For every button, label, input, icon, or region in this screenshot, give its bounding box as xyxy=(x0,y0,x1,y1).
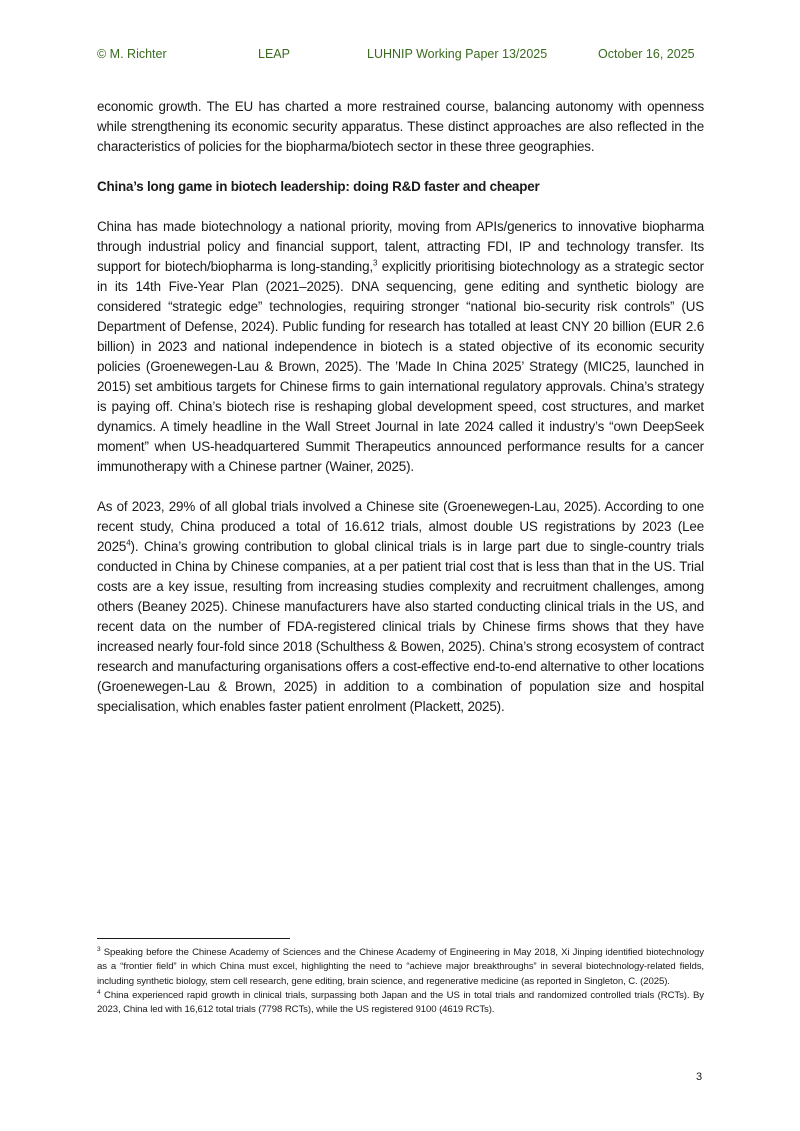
footnote-4 xyxy=(97,989,704,1018)
paragraph-text: explicitly prioritising biotechnology as a strategic sector in its 14th Five-Year Plan (2021–2025). DNA sequencing, gene editing and synthetic biology are considered “strategic edge” technologies, requiring stronger “national bio-security risk controls” (US Department of Defense, 2024). Public funding for research has totalled at least CNY 20 billion (EUR 2.6 billion) in 2023 and national independence in biotech is a stated objective of its economic security policies (Groenewegen-Lau & Brown, 2025). The ’Made In China 2025’ Strategy (MIC25, launched in 2015) set ambitious targets for Chinese firms to gain international regulatory approvals. China’s strategy is paying off. China’s biotech rise is reshaping global development speed, cost structures, and market dynamics. A timely headline in the Wall Street Journal in late 2024 called it industry’s “own DeepSeek moment” when US-headquartered Summit Therapeutics announced performance results for a cancer immunotherapy with a Chinese partner (Wainer, 2025). xyxy=(97,259,704,474)
footnote-text: Speaking before the Chinese Academy of Sciences and the Chinese Academy of Engineering in May 2018, Xi Jinping identified biotechnology as a “frontier field” in which China must excel, highlighting the need to “achieve major breakthroughs” in several biotechnology-related fields, including synthetic biology, stem cell research, gene editing, brain science, and regenerative medicine (as reported in Singleton, C. (2025). xyxy=(97,947,704,987)
footnote-ref-3[interactable]: 3 xyxy=(372,258,378,268)
footnote-ref-4[interactable]: 4 xyxy=(126,538,131,548)
footnote-text: China experienced rapid growth in clinical trials, surpassing both Japan and the US in total trials and randomized controlled trials (RCTs). By 2023, China led with 16,612 total trials (7798 RCTs), while the US registered 9100 (4619 RCTs). xyxy=(97,989,704,1016)
paragraph-china-priority xyxy=(97,217,704,477)
page-number: 3 xyxy=(696,1071,703,1083)
paragraph-text: As of 2023, 29% of all global trials involved a Chinese site (Groenewegen-Lau, 2025). According to one recent study, China produced a total of 16.612 trials, almost double US registrations by 2023 (Lee 2025 xyxy=(97,499,704,554)
footnote-3 xyxy=(97,946,704,989)
intro-paragraph: economic growth. The EU has charted a more restrained course, balancing autonomy with openness while strengthening its economic security apparatus. These distinct approaches are also reflected in the characteristics of policies for the biopharma/biotech sector in these three geographies. xyxy=(97,99,704,154)
main-content xyxy=(97,97,704,717)
footnote-number: 4 xyxy=(97,988,101,996)
section-heading: China’s long game in biotech leadership: doing R&D faster and cheaper xyxy=(97,179,540,194)
footnote-number: 3 xyxy=(97,945,101,953)
running-header xyxy=(0,47,800,65)
footnote-divider xyxy=(97,938,290,939)
header-author: © M. Richter xyxy=(97,47,167,61)
header-date: October 16, 2025 xyxy=(598,47,695,61)
footnotes xyxy=(97,946,704,1017)
paragraph-text: ). China’s growing contribution to global clinical trials is in large part due to single-country trials conducted in China by Chinese companies, at a per patient trial cost that is less than that in the US. Trial costs are a key issue, resulting from increasing studies complexity and recruitment challenges, among others (Beaney 2025). Chinese manufacturers have also started conducting clinical trials in the US, and recent data on the number of FDA-registered clinical trials by Chinese firms shows that they have increased nearly four-fold since 2018 (Schulthess & Bowen, 2025). China’s strong ecosystem of contract research and manufacturing organisations offers a cost-effective end-to-end alternative to other locations (Groenewegen-Lau & Brown, 2025) in addition to a combination of population size and hospital specialisation, which enables faster patient enrolment (Plackett, 2025). xyxy=(97,539,704,714)
paragraph-text: China has made biotechnology a national priority, moving from APIs/generics to innovative biopharma through industrial policy and financial support, talent, attracting FDI, IP and technology transfer. Its support for biotech/biopharma is long-standing, xyxy=(97,219,704,274)
header-org: LEAP xyxy=(258,47,290,61)
paragraph-clinical-trials xyxy=(97,497,704,717)
header-series: LUHNIP Working Paper 13/2025 xyxy=(367,47,548,61)
